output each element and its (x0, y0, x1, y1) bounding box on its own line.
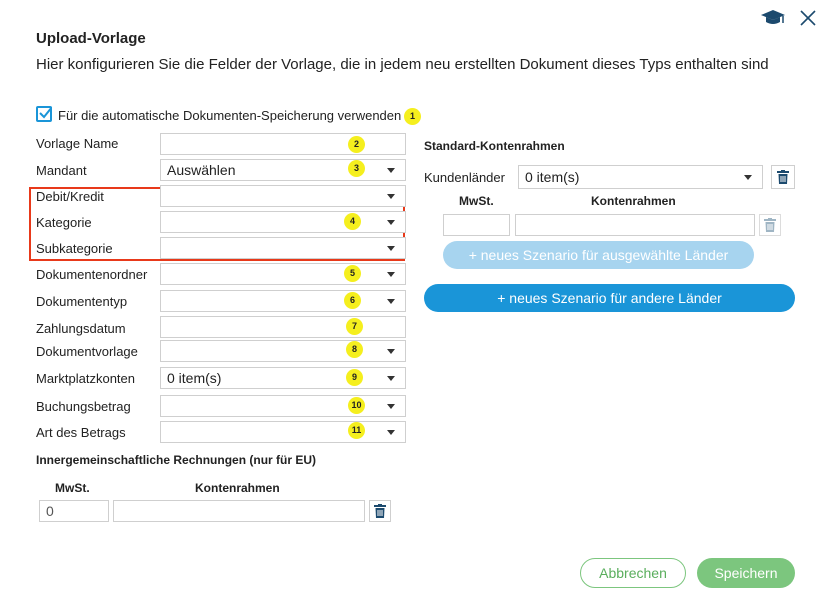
eu-mwst-input[interactable]: 0 (39, 500, 109, 522)
badge-8: 8 (346, 341, 363, 358)
mandant-value: Auswählen (167, 162, 236, 178)
chevron-down-icon (387, 430, 395, 435)
badge-10: 10 (348, 397, 365, 414)
badge-9: 9 (346, 369, 363, 386)
chevron-down-icon (387, 376, 395, 381)
badge-11: 11 (348, 422, 365, 439)
vorlage-name-input[interactable] (160, 133, 406, 155)
label-dokumentvorlage: Dokumentvorlage (36, 344, 138, 359)
mandant-select[interactable] (160, 159, 406, 181)
label-debit-kredit: Debit/Kredit (36, 189, 104, 204)
chevron-down-icon (387, 404, 395, 409)
graduation-cap-icon[interactable] (760, 8, 786, 28)
label-zahlungsdatum: Zahlungsdatum (36, 321, 126, 336)
badge-4: 4 (344, 213, 361, 230)
kategorie-select[interactable] (160, 211, 406, 233)
eu-delete-button[interactable] (369, 500, 391, 522)
dialog-title: Upload-Vorlage (36, 30, 146, 47)
auto-save-label: Für die automatische Dokumenten-Speicherung verwenden (58, 108, 402, 123)
new-scenario-selected-button[interactable]: + neues Szenario für ausgewählte Länder (443, 241, 754, 269)
label-kundenlaender: Kundenländer (424, 170, 505, 185)
label-dokumentenordner: Dokumentenordner (36, 267, 148, 282)
dokumententyp-select[interactable] (160, 290, 406, 312)
chevron-down-icon (387, 168, 395, 173)
badge-6: 6 (344, 292, 361, 309)
check-icon (38, 106, 52, 120)
label-mandant: Mandant (36, 163, 87, 178)
standard-delete-button[interactable] (759, 214, 781, 236)
label-kategorie: Kategorie (36, 215, 92, 230)
label-subkategorie: Subkategorie (36, 241, 113, 256)
kundenlaender-select[interactable] (518, 165, 763, 189)
standard-col-mwst: MwSt. (459, 194, 494, 208)
dokumentvorlage-select[interactable] (160, 340, 406, 362)
subkategorie-select[interactable] (160, 237, 406, 259)
chevron-down-icon (387, 194, 395, 199)
badge-7: 7 (346, 318, 363, 335)
standard-kontenrahmen-input[interactable] (515, 214, 755, 236)
chevron-down-icon (387, 246, 395, 251)
label-art-des-betrags: Art des Betrags (36, 425, 126, 440)
standard-col-kontenrahmen: Kontenrahmen (591, 194, 676, 208)
chevron-down-icon (387, 349, 395, 354)
trash-icon (764, 218, 776, 232)
label-vorlage-name: Vorlage Name (36, 136, 119, 151)
badge-5: 5 (344, 265, 361, 282)
trash-icon (374, 504, 386, 518)
eu-col-mwst: MwSt. (55, 481, 90, 495)
chevron-down-icon (744, 175, 752, 180)
chevron-down-icon (387, 220, 395, 225)
badge-2: 2 (348, 136, 365, 153)
kundenlaender-delete-button[interactable] (771, 165, 795, 189)
label-dokumententyp: Dokumententyp (36, 294, 128, 309)
badge-1: 1 (404, 108, 421, 125)
trash-icon (777, 170, 789, 184)
standard-mwst-input[interactable] (443, 214, 510, 236)
chevron-down-icon (387, 272, 395, 277)
zahlungsdatum-input[interactable] (160, 316, 406, 338)
eu-section-title: Innergemeinschaftliche Rechnungen (nur für EU) (36, 453, 317, 467)
save-button[interactable]: Speichern (697, 558, 795, 588)
dialog-subtitle: Hier konfigurieren Sie die Felder der Vorlage, die in jedem neu erstellten Dokument dieses Typs enthalten sind (36, 56, 769, 73)
standard-title: Standard-Kontenrahmen (424, 139, 565, 153)
badge-3: 3 (348, 160, 365, 177)
debit-kredit-select[interactable] (160, 185, 406, 207)
kundenlaender-value: 0 item(s) (525, 169, 580, 185)
label-marktplatzkonten: Marktplatzkonten (36, 371, 135, 386)
chevron-down-icon (387, 299, 395, 304)
art-des-betrags-select[interactable] (160, 421, 406, 443)
eu-col-kontenrahmen: Kontenrahmen (195, 481, 280, 495)
new-scenario-other-button[interactable]: + neues Szenario für andere Länder (424, 284, 795, 312)
buchungsbetrag-select[interactable] (160, 395, 406, 417)
cancel-button[interactable]: Abbrechen (580, 558, 686, 588)
label-buchungsbetrag: Buchungsbetrag (36, 399, 131, 414)
marktplatzkonten-select[interactable] (160, 367, 406, 389)
marktplatzkonten-value: 0 item(s) (167, 370, 222, 386)
eu-kontenrahmen-input[interactable] (113, 500, 365, 522)
close-icon[interactable] (798, 8, 818, 28)
auto-save-checkbox[interactable] (36, 106, 52, 122)
dokumentenordner-select[interactable] (160, 263, 406, 285)
